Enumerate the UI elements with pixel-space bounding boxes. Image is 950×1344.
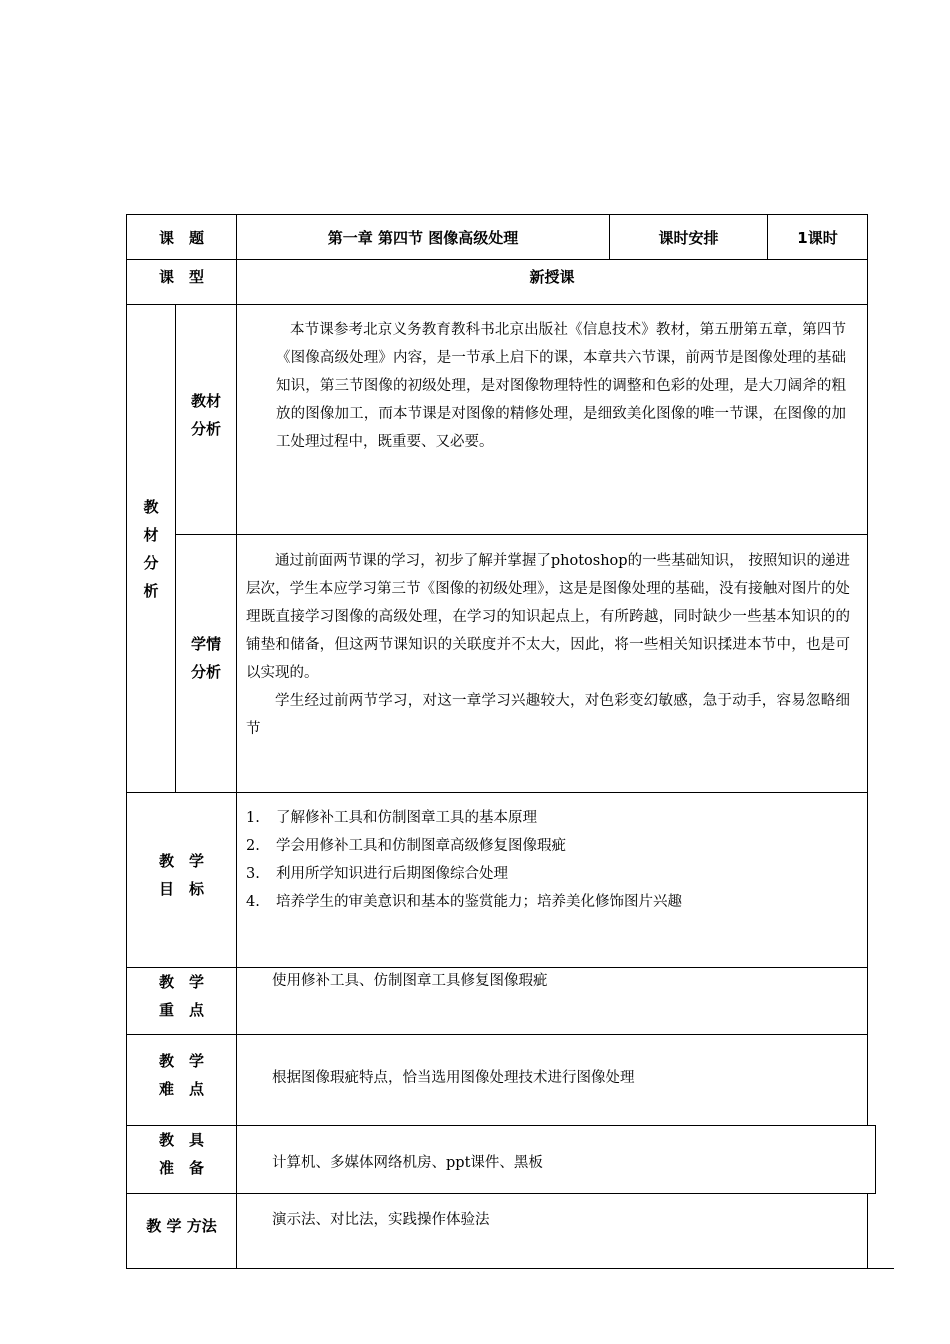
rule xyxy=(126,1034,868,1035)
paragraph: 本节课参考北京义务教育教科书北京出版社《信息技术》教材，第五册第五章，第四节《图像高级处理》内容，是一节承上启下的课，本章共六节课，前两节是图像处理的基础知识，第三节图像的初级处理，是对图像物理特性的调整和色彩的处理，是大刀阔斧的粗放的图像加工，而本节课是对图像的精修处理，是细致美化图像的唯一节课，在图像的加工处理过程中，既重要、又必要。 xyxy=(276,322,846,450)
label-line: 重 点 xyxy=(158,1001,204,1019)
label-line: 分析 xyxy=(190,663,221,681)
methods-text: 演示法、对比法，实践操作体验法 xyxy=(272,1212,490,1228)
item-text: 了解修补工具和仿制图章工具的基本原理 xyxy=(276,810,537,826)
label-line: 教 学 xyxy=(158,852,204,870)
rule xyxy=(867,214,868,1126)
list-item xyxy=(246,888,856,916)
rule xyxy=(867,1193,868,1269)
methods-label: 教 学 方法 xyxy=(146,1216,217,1235)
list-item xyxy=(246,804,856,832)
rule xyxy=(175,304,176,793)
schedule-label: 课时安排 xyxy=(658,228,719,247)
key-points-text: 使用修补工具、仿制图章工具修复图像瑕疵 xyxy=(272,973,548,989)
difficulties-text: 根据图像瑕疵特点，恰当选用图像处理技术进行图像处理 xyxy=(272,1070,635,1086)
label-line: 教 学 xyxy=(158,1052,204,1070)
rule xyxy=(126,1268,894,1269)
label-line: 学情 xyxy=(190,635,221,653)
label-line: 教 学 xyxy=(158,973,204,991)
label-line: 准 备 xyxy=(158,1159,204,1177)
topic-label: 课 题 xyxy=(158,228,204,247)
label-line: 难 点 xyxy=(158,1080,204,1098)
rule xyxy=(875,1125,876,1194)
goals-list xyxy=(246,804,856,916)
list-item xyxy=(246,832,856,860)
rule xyxy=(175,534,868,535)
textbook-analysis-text xyxy=(276,316,846,456)
label-line: 目 标 xyxy=(158,880,204,898)
analysis-char: 教 xyxy=(143,497,159,516)
label-line: 分析 xyxy=(190,420,221,438)
list-item xyxy=(246,860,856,888)
student-analysis-label xyxy=(176,628,236,688)
rule xyxy=(126,792,868,793)
type-label: 课 型 xyxy=(158,267,204,286)
paragraph: 学生经过前两节学习，对这一章学习兴趣较大，对色彩变幻敏感，急于动手，容易忽略细节 xyxy=(246,693,850,737)
item-text: 利用所学知识进行后期图像综合处理 xyxy=(276,866,508,882)
item-text: 学会用修补工具和仿制图章高级修复图像瑕疵 xyxy=(276,838,566,854)
difficulties-label xyxy=(127,1046,236,1104)
analysis-char: 分 xyxy=(143,553,159,572)
schedule-value: 1课时 xyxy=(797,228,838,247)
analysis-char: 析 xyxy=(143,581,159,600)
item-number: 3. xyxy=(246,866,260,882)
rule xyxy=(126,1193,876,1194)
analysis-outer-label xyxy=(127,305,175,792)
rule xyxy=(126,1125,876,1126)
key-points-label xyxy=(127,968,236,1024)
label-line: 教材 xyxy=(190,392,221,410)
rule xyxy=(236,214,237,1269)
type-value: 新授课 xyxy=(529,267,575,286)
tools-text: 计算机、多媒体网络机房、ppt课件、黑板 xyxy=(272,1155,543,1171)
item-text: 培养学生的审美意识和基本的鉴赏能力；培养美化修饰图片兴趣 xyxy=(276,894,682,910)
student-analysis-text xyxy=(246,547,850,743)
rule xyxy=(126,304,868,305)
item-number: 2. xyxy=(246,838,260,854)
analysis-char: 材 xyxy=(143,525,159,544)
label-line: 教 具 xyxy=(158,1131,204,1149)
tools-label xyxy=(127,1126,236,1182)
paragraph: 通过前面两节课的学习，初步了解并掌握了photoshop的一些基础知识， 按照知识的递进层次，学生本应学习第三节《图像的初级处理》，这是是图像处理的基础，没有接触对图片的处理既直接学习图像的高级处理，在学习的知识起点上，有所跨越，同时缺少一些基本知识的的铺垫和储备，但这两节课知识的关联度并不太大，因此，将一些相关知识揉进本节中，也是可以实现的。 xyxy=(246,553,850,681)
textbook-analysis-label xyxy=(176,385,236,445)
item-number: 4. xyxy=(246,894,260,910)
topic-value: 第一章 第四节 图像高级处理 xyxy=(327,228,519,247)
goals-label xyxy=(127,845,236,905)
item-number: 1. xyxy=(246,810,260,826)
